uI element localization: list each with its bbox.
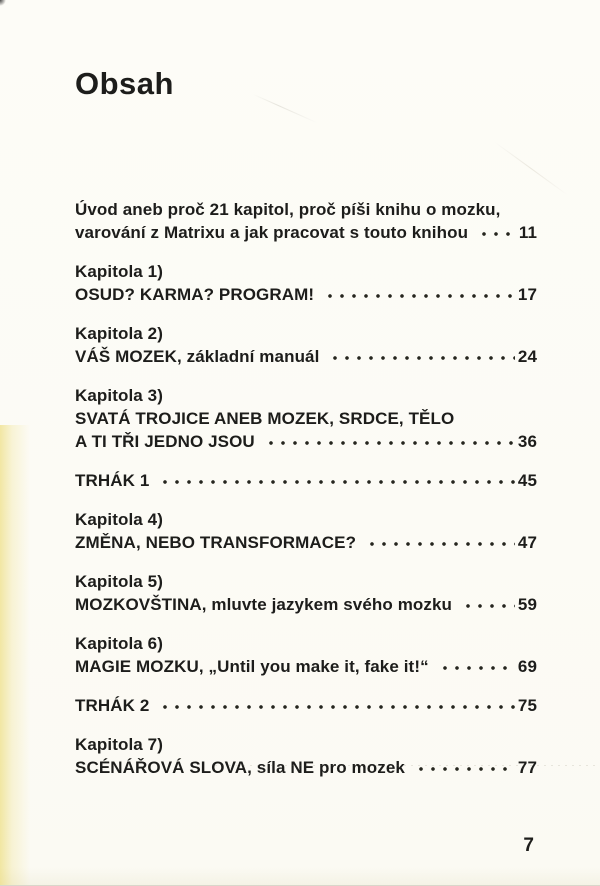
toc-entry [75, 260, 537, 306]
dot-leader [157, 698, 515, 717]
toc-page-number: 24 [517, 347, 537, 366]
toc-entry-line: Kapitola 1) [75, 262, 164, 281]
toc-entry-line: Kapitola 4) [75, 510, 164, 529]
dot-leader [460, 597, 515, 616]
toc-page-number: 59 [517, 595, 537, 614]
toc-entry [75, 508, 537, 554]
toc-entry-line: Kapitola 2) [75, 324, 164, 343]
toc-page-number: 75 [517, 696, 537, 715]
dot-leader [322, 287, 515, 306]
toc-entry-lastline [75, 283, 537, 306]
toc-entry-title: VÁŠ MOZEK, základní manuál [75, 347, 320, 366]
scan-crease-artifact [494, 142, 567, 196]
toc-entry-lastline [75, 531, 537, 554]
toc-page-number: 77 [517, 758, 537, 777]
toc-list [75, 198, 537, 779]
toc-page-number: 47 [517, 533, 537, 552]
toc-entry-lastline [75, 593, 537, 616]
toc-entry [75, 469, 537, 492]
folio-page-number: 7 [523, 835, 534, 856]
page-title: Obsah [75, 66, 174, 101]
dot-leader [157, 473, 515, 492]
toc-entry-title: TRHÁK 1 [75, 471, 150, 490]
toc-entry-title: OSUD? KARMA? PROGRAM! [75, 285, 315, 304]
toc-entry-title: MAGIE MOZKU, „Until you make it, fake it!“ [75, 657, 429, 676]
toc-page-number: 36 [517, 432, 537, 451]
dot-leader [364, 535, 515, 554]
toc-entry-line: Kapitola 5) [75, 572, 164, 591]
toc-entry [75, 570, 537, 616]
toc-entry [75, 322, 537, 368]
toc-entry-lastline [75, 469, 537, 492]
toc-entry-line: Kapitola 6) [75, 634, 164, 653]
toc-entry-line: Úvod aneb proč 21 kapitol, proč píši knihu o mozku, [75, 200, 501, 219]
toc-entry [75, 198, 537, 244]
dot-leader [327, 349, 514, 368]
toc-entry-title: A TI TŘI JEDNO JSOU [75, 432, 255, 451]
toc-page-number: 17 [517, 285, 537, 304]
toc-entry-lastline [75, 694, 537, 717]
toc-entry-title: MOZKOVŠTINA, mluvte jazykem svého mozku [75, 595, 453, 614]
toc-entry [75, 384, 537, 453]
toc-entry [75, 733, 537, 779]
dot-leader [437, 659, 515, 678]
toc-entry-lastline [75, 345, 537, 368]
toc-entry-title: varování z Matrixu a jak pracovat s touto knihou [75, 223, 469, 242]
toc-entry-lastline [75, 655, 537, 678]
dot-leader [263, 434, 515, 453]
toc-entry-title: ZMĚNA, NEBO TRANSFORMACE? [75, 533, 357, 552]
toc-entry [75, 694, 537, 717]
toc-entry-title: SCÉNÁŘOVÁ SLOVA, síla NE pro mozek [75, 758, 405, 777]
toc-page-number: 11 [518, 223, 537, 242]
toc-entry-line: Kapitola 3) [75, 386, 164, 405]
toc-entry-title: TRHÁK 2 [75, 696, 150, 715]
dot-leader [413, 760, 515, 779]
toc-entry-line: Kapitola 7) [75, 735, 164, 754]
toc-entry-lastline [75, 221, 537, 244]
toc-entry-line: SVATÁ TROJICE ANEB MOZEK, SRDCE, TĚLO [75, 409, 455, 428]
toc-entry-lastline [75, 430, 537, 453]
dot-leader [476, 225, 516, 244]
toc-page-number: 69 [517, 657, 537, 676]
toc-entry [75, 632, 537, 678]
toc-entry-lastline [75, 756, 537, 779]
scan-crease-artifact [215, 765, 600, 766]
toc-page-number: 45 [517, 471, 537, 490]
